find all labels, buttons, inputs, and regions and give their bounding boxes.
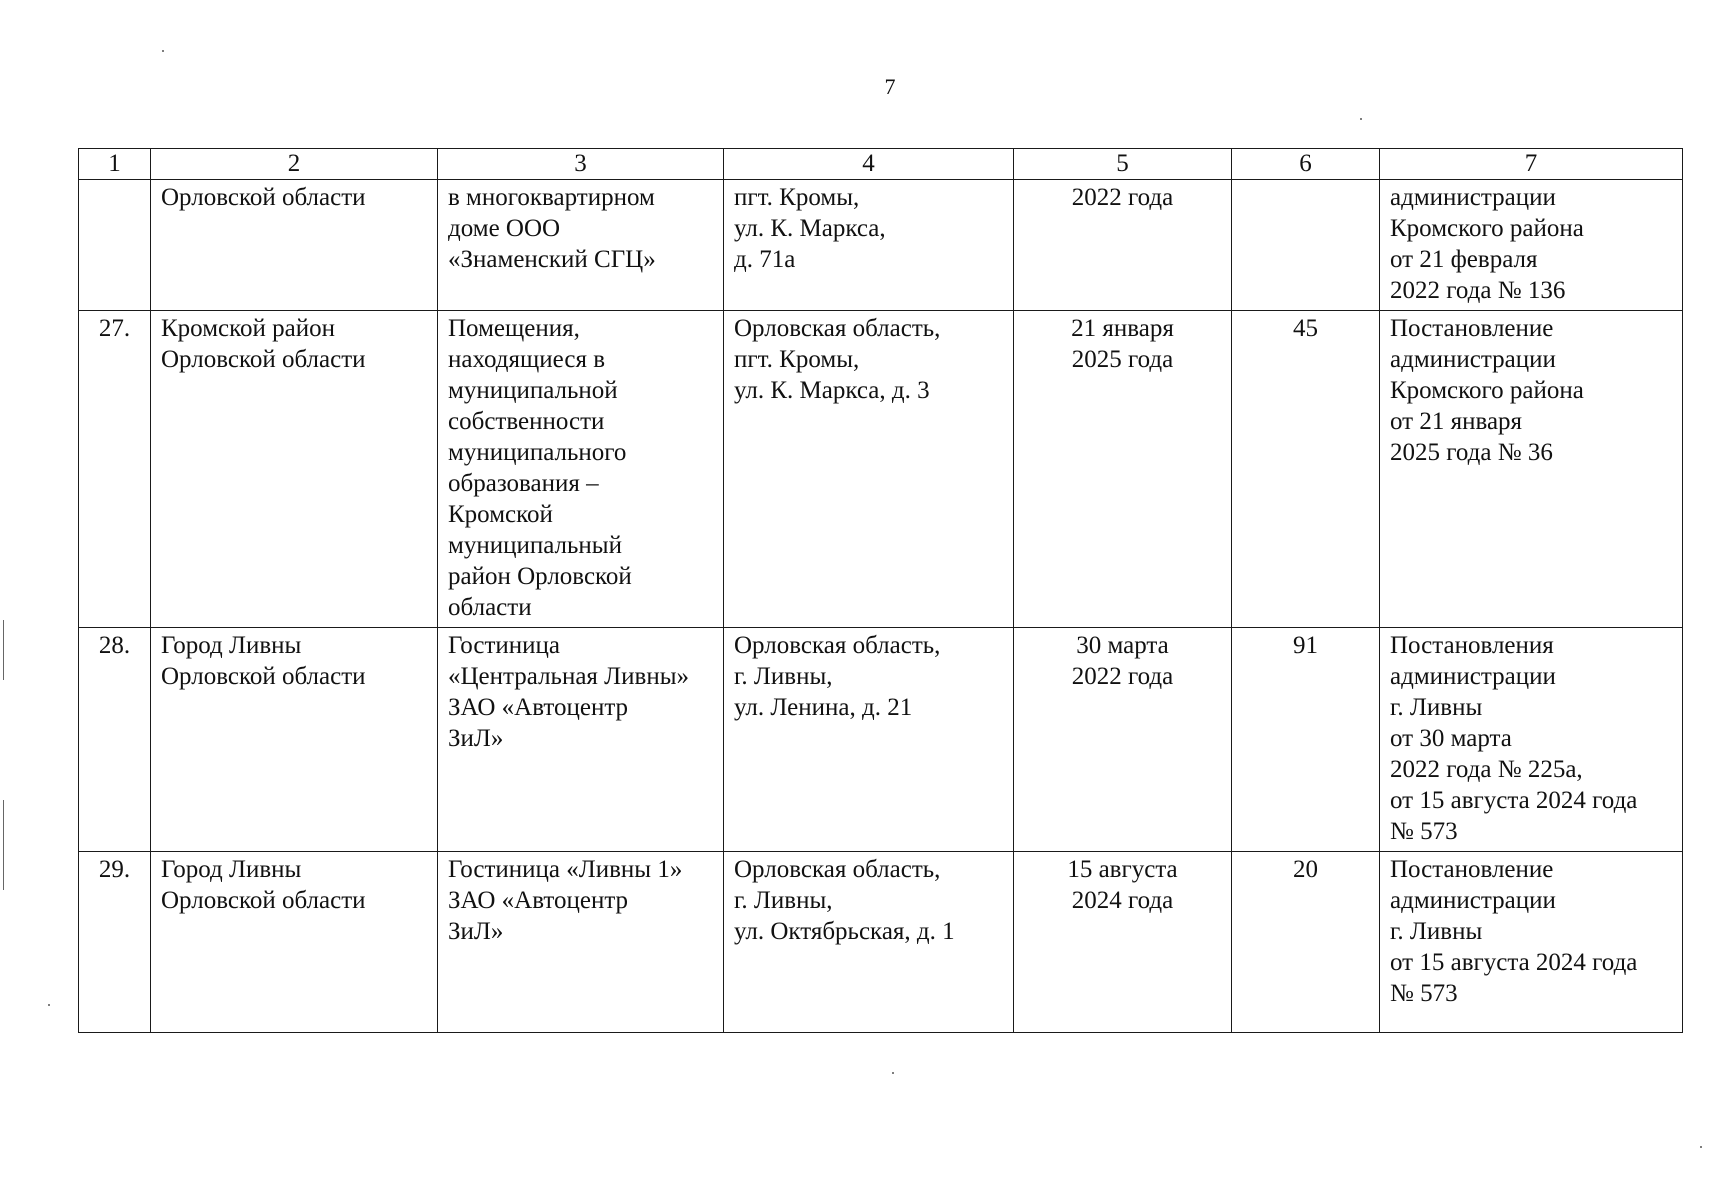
scan-edge-mark [3, 620, 4, 680]
column-header: 4 [724, 149, 1014, 180]
municipality-cell: Кромской район Орловской области [151, 311, 438, 628]
table-row [79, 180, 1683, 311]
municipality-cell: Орловской области [151, 180, 438, 311]
date-cell: 21 января 2025 года [1014, 311, 1232, 628]
object-cell: Помещения, находящиеся в муниципальной собственности муниципального образования – Кромской муниципальный район Орловской области [438, 311, 724, 628]
column-header: 5 [1014, 149, 1232, 180]
document-cell: Постановление администрации г. Ливны от 15 августа 2024 года № 573 [1380, 852, 1683, 1033]
address-cell: Орловская область, г. Ливны, ул. Ленина, д. 21 [724, 628, 1014, 852]
address-cell: Орловская область, г. Ливны, ул. Октябрьская, д. 1 [724, 852, 1014, 1033]
count-cell: 20 [1232, 852, 1380, 1033]
column-header: 3 [438, 149, 724, 180]
object-cell: Гостиница «Ливны 1» ЗАО «Автоцентр ЗиЛ» [438, 852, 724, 1033]
header-row [79, 149, 1683, 180]
document-cell: Постановление администрации Кромского района от 21 января 2025 года № 36 [1380, 311, 1683, 628]
scan-edge-mark [3, 800, 4, 890]
row-number-cell: 29. [79, 852, 151, 1033]
table-row [79, 628, 1683, 852]
row-number-cell: 28. [79, 628, 151, 852]
column-header: 2 [151, 149, 438, 180]
registry-table [78, 148, 1683, 1033]
scan-speck [162, 50, 164, 52]
scan-speck [1700, 1146, 1702, 1148]
column-header: 6 [1232, 149, 1380, 180]
object-cell: Гостиница «Центральная Ливны» ЗАО «Автоцентр ЗиЛ» [438, 628, 724, 852]
count-cell [1232, 180, 1380, 311]
table-row [79, 311, 1683, 628]
column-header: 7 [1380, 149, 1683, 180]
scan-speck [48, 1004, 50, 1006]
row-number-cell [79, 180, 151, 311]
scan-speck [1360, 118, 1362, 120]
row-number-cell: 27. [79, 311, 151, 628]
date-cell: 15 августа 2024 года [1014, 852, 1232, 1033]
municipality-cell: Город Ливны Орловской области [151, 852, 438, 1033]
object-cell: в многоквартирном доме ООО «Знаменский СГЦ» [438, 180, 724, 311]
column-header: 1 [79, 149, 151, 180]
scan-speck [892, 1072, 894, 1074]
address-cell: Орловская область, пгт. Кромы, ул. К. Маркса, д. 3 [724, 311, 1014, 628]
table-row [79, 852, 1683, 1033]
date-cell: 2022 года [1014, 180, 1232, 311]
date-cell: 30 марта 2022 года [1014, 628, 1232, 852]
address-cell: пгт. Кромы, ул. К. Маркса, д. 71а [724, 180, 1014, 311]
municipality-cell: Город Ливны Орловской области [151, 628, 438, 852]
page-number: 7 [884, 74, 896, 99]
document-cell: администрации Кромского района от 21 февраля 2022 года № 136 [1380, 180, 1683, 311]
document-cell: Постановления администрации г. Ливны от 30 марта 2022 года № 225а, от 15 августа 2024 года № 573 [1380, 628, 1683, 852]
count-cell: 91 [1232, 628, 1380, 852]
count-cell: 45 [1232, 311, 1380, 628]
